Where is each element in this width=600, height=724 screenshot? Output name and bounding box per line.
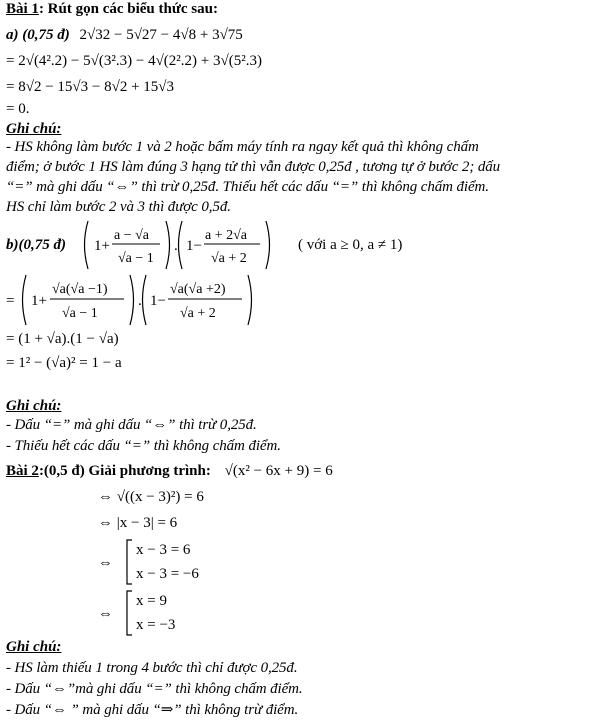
part-b-step3: = (1 + √a).(1 − √a) (6, 331, 119, 347)
bai1-title (6, 0, 218, 18)
note2-title: Ghi chú: (6, 398, 62, 414)
bai1-heading: : Rút gọn các biểu thức sau: (38, 1, 218, 17)
bai2-step4-bracket (124, 589, 134, 637)
part-a-expression: 2√32 − 5√27 − 4√8 + 3√75 (79, 27, 243, 43)
bai2-number: Bài 2 (6, 463, 39, 479)
svg-text:1+: 1+ (94, 238, 110, 254)
part-b-step4: = 1² − (√a)² = 1 − a (6, 355, 122, 371)
note2-line: - Thiếu hết các dấu “=” thì không chấm điểm. (6, 438, 281, 454)
bai2-heading: :(0,5 đ) Giải phương trình: (38, 463, 211, 479)
bai2-equation: √(x² − 6x + 9) = 6 (224, 463, 333, 479)
svg-text:1+: 1+ (31, 293, 47, 309)
svg-text:1−: 1− (186, 238, 202, 254)
svg-text:√a(√a +2): √a(√a +2) (170, 282, 226, 297)
svg-text:√a + 2: √a + 2 (211, 251, 247, 266)
part-b-expression (80, 218, 295, 272)
note1-title: Ghi chú: (6, 121, 62, 137)
svg-text:=: = (6, 293, 15, 309)
svg-text:.: . (174, 238, 178, 254)
note1-line: “=” mà ghi dấu “⇔” thì trừ 0,25đ. Thiếu hết các dấu “=” thì không chấm điểm. (6, 179, 489, 195)
bai2-step4b: x = −3 (136, 617, 176, 633)
svg-text:a − √a: a − √a (114, 228, 150, 243)
svg-text:√a − 1: √a − 1 (62, 306, 98, 321)
bai2-step3b: x − 3 = −6 (136, 566, 199, 582)
bai2-title (6, 462, 333, 480)
svg-text:√a + 2: √a + 2 (180, 306, 216, 321)
bai2-step3a: x − 3 = 6 (136, 542, 191, 558)
part-b-step2 (4, 272, 264, 328)
part-b-condition: ( với a ≥ 0, a ≠ 1) (298, 237, 403, 253)
svg-text:.: . (138, 293, 142, 309)
svg-text:1−: 1− (150, 293, 166, 309)
note3-title: Ghi chú: (6, 639, 62, 655)
bai2-step3-bracket (124, 538, 134, 586)
svg-text:√a − 1: √a − 1 (118, 251, 154, 266)
bai1-number: Bài 1 (6, 1, 39, 17)
note3-line: - Dấu “⇔”mà ghi dấu “=” thì không chấm điểm. (6, 681, 303, 697)
svg-text:√a(√a −1): √a(√a −1) (52, 282, 108, 297)
part-a-line (6, 26, 243, 44)
part-b-label: b)(0,75 đ) (6, 237, 66, 253)
part-a-step1: = 2√(4².2) − 5√(3².3) − 4√(2².2) + 3√(5².3) (6, 53, 262, 69)
note2-line: - Dấu “=” mà ghi dấu “⇔” thì trừ 0,25đ. (6, 417, 257, 433)
note1-line: điểm; ở bước 1 HS làm đúng 3 hạng tử thì vẫn được 0,25đ , tương tự ở bước 2; dấu (6, 159, 501, 175)
note1-line: HS chỉ làm bước 2 và 3 thì được 0,5đ. (6, 199, 231, 215)
bai2-step2: ⇔ |x − 3| = 6 (98, 515, 178, 531)
part-a-step2: = 8√2 − 15√3 − 8√2 + 15√3 (6, 79, 175, 95)
bai2-step3-arrow: ⇔ (98, 555, 113, 571)
bai2-step4a: x = 9 (136, 593, 167, 609)
bai2-step4-arrow: ⇔ (98, 606, 113, 622)
part-a-label: a) (0,75 đ) (6, 27, 70, 43)
svg-text:a + 2√a: a + 2√a (205, 228, 248, 243)
note3-line: - HS làm thiếu 1 trong 4 bước thì chỉ được 0,25đ. (6, 660, 298, 676)
note1-line: - HS không làm bước 1 và 2 hoặc bấm máy tính ra ngay kết quả thì không chấm (6, 139, 479, 155)
bai2-step1: ⇔ √((x − 3)²) = 6 (98, 489, 204, 505)
part-a-step3: = 0. (6, 101, 30, 117)
note3-line: - Dấu “⇔ ” mà ghi dấu “⇒” thì không trừ điểm. (6, 702, 299, 718)
